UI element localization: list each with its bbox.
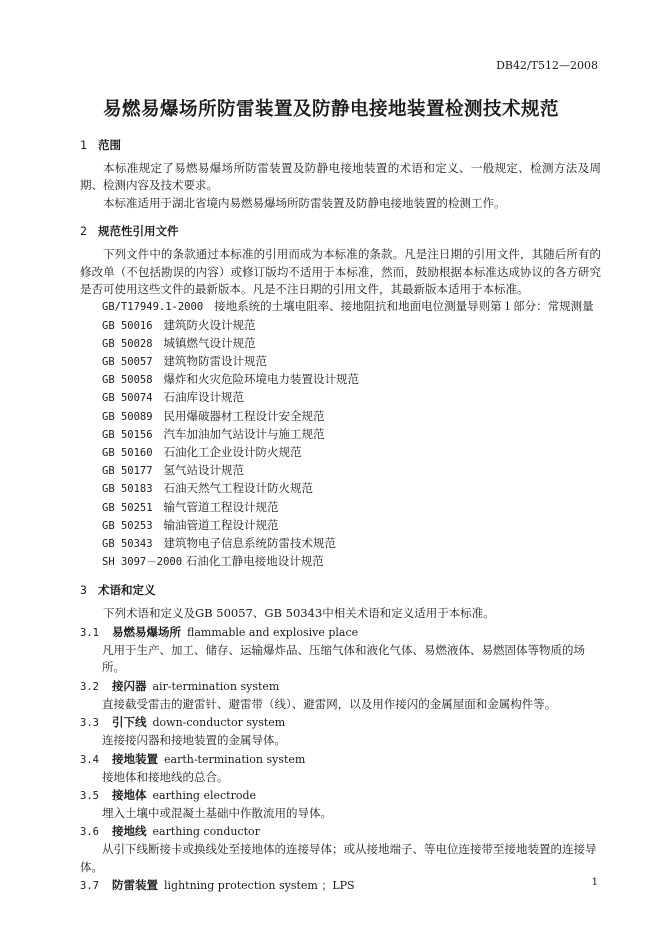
reference-item [102, 371, 601, 389]
reference-code: GB/T17949.1-2000 [102, 301, 204, 314]
term-number: 3.5 [80, 789, 99, 802]
reference-item [102, 353, 601, 371]
term-definition: 直接截受雷击的避雷针、避雷带（线）、避雷网，以及用作接闪的金属屋面和金属构件等。 [102, 696, 557, 711]
reference-code: SH 3097－2000 [102, 556, 183, 569]
section-heading-scope [80, 137, 601, 154]
reference-item [102, 480, 601, 498]
reference-code: GB 50177 [102, 465, 153, 478]
reference-title: 建筑防火设计规范 [163, 317, 256, 332]
reference-item [102, 389, 601, 407]
term-entry [80, 713, 601, 732]
reference-title: 民用爆破器材工程设计安全规范 [163, 408, 325, 423]
reference-code: GB 50058 [102, 374, 153, 387]
term-name-en: air-termination system [152, 679, 280, 693]
term-entry [80, 786, 601, 805]
reference-code: GB 50016 [102, 319, 153, 332]
term-number: 3.3 [80, 717, 99, 730]
reference-title: 石油化工企业设计防火规范 [163, 445, 302, 460]
term-number: 3.2 [80, 680, 99, 693]
reference-title: 氢气站设计规范 [163, 463, 245, 478]
paragraph: 本标准适用于湖北省境内易燃易爆场所防雷装置及防静电接地装置的检测工作。 [103, 195, 506, 210]
term-name-en: down-conductor system [152, 716, 286, 730]
reference-item [102, 517, 601, 535]
reference-item [102, 298, 601, 316]
reference-code: GB 50160 [102, 447, 153, 460]
term-name-en: flammable and explosive place [187, 625, 359, 639]
term-name-zh: 易燃易爆场所 [112, 624, 181, 639]
standard-code: DB42/T512—2008 [496, 59, 598, 72]
term-name-zh: 接地线 [112, 824, 147, 839]
term-definition: 从引下线断接卡或换线处至接地体的连接导体；或从接地端子、等电位连接带至接地装置的连接导体。 [80, 842, 597, 874]
term-name-zh: 接地体 [112, 787, 147, 802]
reference-title: 爆炸和火灾危险环境电力装置设计规范 [163, 372, 360, 387]
reference-title: 建筑物防雷设计规范 [163, 354, 268, 369]
reference-title: 石油天然气工程设计防火规范 [163, 481, 314, 496]
document-body [80, 137, 601, 895]
reference-title: 接地系统的土壤电阻率、接地阻抗和地面电位测量导则第１部分：常规测量 [214, 299, 594, 314]
section-number: 1 [80, 138, 87, 152]
term-definition: 埋入土壤中或混凝土基础中作散流用的导体。 [102, 805, 332, 820]
reference-item [102, 553, 601, 571]
term-name-en: lightning protection system ；LPS [164, 879, 355, 893]
reference-item [102, 408, 601, 426]
reference-title: 城镇燃气设计规范 [163, 335, 256, 350]
reference-code: GB 50253 [102, 519, 153, 532]
reference-item [102, 426, 601, 444]
reference-item [102, 444, 601, 462]
reference-title: 石油化工静电接地设计规范 [185, 554, 324, 569]
term-entry [80, 822, 601, 841]
reference-title: 建筑物电子信息系统防雷技术规范 [163, 536, 337, 551]
section-title: 范围 [98, 138, 121, 152]
section-number: 3 [80, 583, 87, 598]
reference-code: GB 50183 [102, 483, 153, 496]
document-title: 易燃易爆场所防雷装置及防静电接地装置检测技术规范 [102, 99, 559, 120]
reference-item [102, 499, 601, 517]
reference-code: GB 50089 [102, 410, 153, 423]
term-number: 3.7 [80, 880, 99, 893]
term-name-en: earthing conductor [152, 825, 260, 839]
reference-code: GB 50251 [102, 501, 153, 514]
term-name-en: earthing electrode [152, 788, 257, 802]
term-name-en: earth-termination system [164, 752, 306, 766]
paragraph: 下列术语和定义及GB 50057、GB 50343中相关术语和定义适用于本标准。 [103, 606, 495, 621]
term-entry [80, 623, 601, 642]
term-name-zh: 引下线 [112, 715, 147, 730]
reference-item [102, 462, 601, 480]
term-entry [80, 677, 601, 696]
paragraph: 本标准规定了易燃易爆场所防雷装置及防静电接地装置的术语和定义、一般规定、检测方法及周期、检测内容及技术要求。 [80, 161, 601, 193]
term-number: 3.4 [80, 753, 99, 766]
term-definition: 连接接闪器和接地装置的金属导体。 [102, 733, 286, 748]
reference-code: GB 50028 [102, 337, 153, 350]
section-title: 术语和定义 [98, 583, 156, 598]
page-number: 1 [591, 877, 598, 888]
term-definition: 凡用于生产、加工、储存、运输爆炸品、压缩气体和液化气体、易燃液体、易燃固体等物质的场所。 [102, 642, 585, 675]
paragraph: 下列文件中的条款通过本标准的引用而成为本标准的条款。凡是注日期的引用文件，其随后所有的修改单（不包括勘误的内容）或修订版均不适用于本标准，然而，鼓励根据本标准达成协议的各方研究是否可使用这些文件的最新版本。凡是不注日期的引用文件，其最新版本适用于本标准。 [80, 247, 601, 297]
reference-list [102, 298, 601, 571]
reference-title: 汽车加油加气站设计与施工规范 [163, 426, 325, 441]
term-entry [80, 876, 601, 895]
reference-code: GB 50156 [102, 428, 153, 441]
section-title: 规范性引用文件 [98, 224, 179, 239]
section-heading-normative-references [80, 223, 601, 240]
term-number: 3.1 [80, 626, 99, 639]
term-number: 3.6 [80, 826, 99, 839]
section-heading-terms [80, 582, 601, 599]
term-name-zh: 接闪器 [112, 678, 147, 693]
term-definition: 接地体和接地线的总合。 [102, 769, 229, 784]
reference-code: GB 50074 [102, 392, 153, 405]
term-name-zh: 接地装置 [112, 751, 158, 766]
reference-title: 石油库设计规范 [163, 390, 245, 405]
reference-code: GB 50343 [102, 538, 153, 551]
reference-code: GB 50057 [102, 356, 153, 369]
term-name-zh: 防雷装置 [112, 878, 158, 893]
reference-item [102, 317, 601, 335]
term-entry [80, 750, 601, 769]
reference-item [102, 535, 601, 553]
reference-title: 输气管道工程设计规范 [163, 499, 279, 514]
reference-item [102, 335, 601, 353]
reference-title: 输油管道工程设计规范 [163, 517, 279, 532]
section-number: 2 [80, 224, 87, 239]
